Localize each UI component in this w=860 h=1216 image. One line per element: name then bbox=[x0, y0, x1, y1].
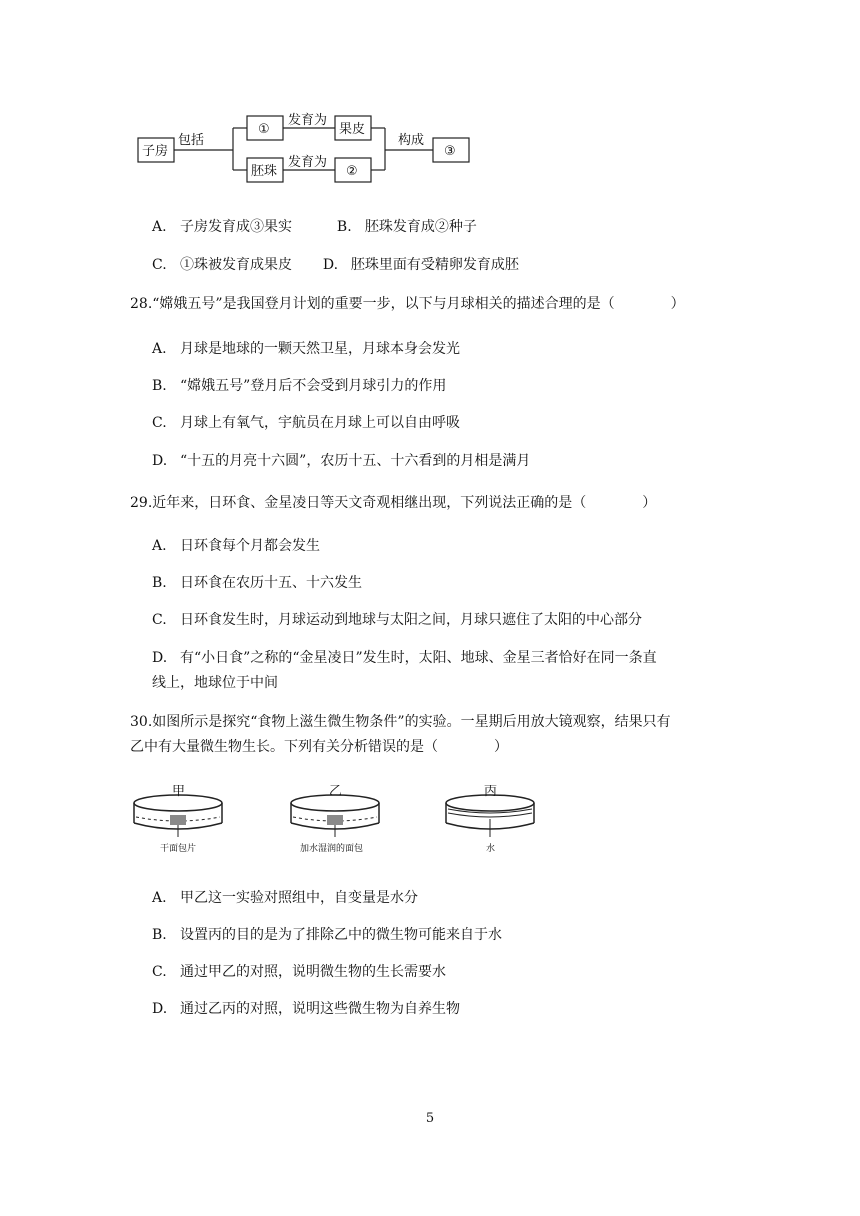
ovary-label: 子房 bbox=[142, 144, 169, 159]
yi-caption: 加水湿润的面包 bbox=[300, 844, 364, 854]
q29-option-a-letter: A. bbox=[152, 538, 167, 554]
ovary-development-diagram bbox=[130, 100, 480, 195]
q30-stem-line2: 乙中有大量微生物生长。下列有关分析错误的是（ ） bbox=[130, 739, 508, 755]
q28-option-a-letter: A. bbox=[152, 341, 167, 357]
q29-option-b-letter: B. bbox=[152, 575, 167, 591]
circle3-label: ③ bbox=[444, 144, 456, 159]
bing-caption: 水 bbox=[486, 844, 496, 854]
page-number: 5 bbox=[425, 1111, 435, 1126]
q30-option-c-letter: C. bbox=[152, 964, 167, 980]
q30-option-a-letter: A. bbox=[152, 890, 167, 906]
q30-option-a-text: 甲乙这一实验对照组中，自变量是水分 bbox=[180, 890, 418, 906]
circle2-label: ② bbox=[346, 164, 358, 179]
q29-option-b-text: 日环食在农历十五、十六发生 bbox=[180, 575, 362, 591]
q30-stem-line1: 30.如图所示是探究“食物上滋生微生物条件”的实验。一星期后用放大镜观察，结果只有 bbox=[130, 714, 671, 730]
q29-option-d-letter: D. bbox=[152, 650, 168, 666]
q28-option-d-text: “十五的月亮十六圆”，农历十五、十六看到的月相是满月 bbox=[180, 453, 531, 469]
circle1-label: ① bbox=[258, 122, 270, 137]
develops2-label: 发育为 bbox=[288, 155, 328, 170]
dry-bread-piece bbox=[170, 815, 186, 825]
jia-label: 甲 bbox=[172, 785, 186, 799]
q27-option-a-text: 子房发育成③果实 bbox=[180, 219, 292, 235]
q28-option-b bbox=[152, 377, 446, 395]
q28-option-d bbox=[152, 452, 530, 470]
moist-bread-piece bbox=[327, 815, 343, 825]
q29-option-d-text: 有“小日食”之称的“金星凌日”发生时，太阳、地球、金星三者恰好在同一条直 bbox=[180, 650, 657, 666]
q29-option-a bbox=[152, 537, 320, 555]
q27-option-a-letter: A. bbox=[152, 219, 167, 235]
q30-option-d bbox=[152, 1000, 460, 1018]
q30-option-a bbox=[152, 889, 418, 907]
q30-option-c bbox=[152, 963, 446, 981]
q29-option-c-letter: C. bbox=[152, 612, 167, 628]
q28-option-d-letter: D. bbox=[152, 453, 168, 469]
q28-option-c-text: 月球上有氧气，宇航员在月球上可以自由呼吸 bbox=[180, 415, 460, 431]
q27-option-c-letter: C. bbox=[152, 257, 167, 273]
q30-option-b-text: 设置丙的目的是为了排除乙中的微生物可能来自于水 bbox=[180, 927, 502, 943]
pericarp-label: 果皮 bbox=[339, 122, 366, 137]
q27-option-c-d bbox=[152, 256, 519, 274]
q28-option-b-text: “嫦娥五号”登月后不会受到月球引力的作用 bbox=[180, 378, 447, 394]
q28-option-b-letter: B. bbox=[152, 378, 167, 394]
q29-option-a-text: 日环食每个月都会发生 bbox=[180, 538, 320, 554]
q30-option-b bbox=[152, 926, 502, 944]
q29-option-d bbox=[152, 649, 657, 667]
q30-option-b-letter: B. bbox=[152, 927, 167, 943]
q27-option-c-text: ①珠被发育成果皮 bbox=[180, 257, 292, 273]
q29-stem: 29.近年来，日环食、金星凌日等天文奇观相继出现，下列说法正确的是（ ） bbox=[130, 495, 657, 511]
q28-stem: 28.“嫦娥五号”是我国登月计划的重要一步，以下与月球相关的描述合理的是（ ） bbox=[130, 296, 685, 312]
q29-option-c-text: 日环食发生时，月球运动到地球与太阳之间，月球只遮住了太阳的中心部分 bbox=[180, 612, 642, 628]
forms-label: 构成 bbox=[398, 133, 425, 148]
includes-label: 包括 bbox=[178, 133, 205, 148]
q30-option-c-text: 通过甲乙的对照，说明微生物的生长需要水 bbox=[180, 964, 446, 980]
q29-option-c bbox=[152, 611, 642, 629]
q30-option-d-letter: D. bbox=[152, 1001, 168, 1017]
q27-option-b-text: 胚珠发育成②种子 bbox=[364, 219, 477, 235]
q27-option-b-letter: B. bbox=[336, 219, 352, 235]
develops1-label: 发育为 bbox=[288, 113, 328, 128]
q28-option-c bbox=[152, 414, 460, 432]
q29-option-d-continued: 线上，地球位于中间 bbox=[152, 675, 278, 691]
q27-option-d-text: 胚珠里面有受精卵发育成胚 bbox=[350, 257, 519, 273]
petri-dish-figure bbox=[130, 785, 550, 860]
bing-label: 丙 bbox=[484, 785, 498, 799]
q28-option-a bbox=[152, 340, 460, 358]
q28-option-c-letter: C. bbox=[152, 415, 167, 431]
q27-option-a-b bbox=[152, 218, 477, 236]
q27-option-d-letter: D. bbox=[322, 257, 339, 273]
ovule-label: 胚珠 bbox=[251, 164, 278, 179]
q29-option-b bbox=[152, 574, 362, 592]
jia-caption: 干面包片 bbox=[160, 844, 197, 854]
q28-option-a-text: 月球是地球的一颗天然卫星，月球本身会发光 bbox=[180, 341, 460, 357]
q30-option-d-text: 通过乙丙的对照，说明这些微生物为自养生物 bbox=[180, 1001, 460, 1017]
yi-label: 乙 bbox=[329, 785, 343, 799]
